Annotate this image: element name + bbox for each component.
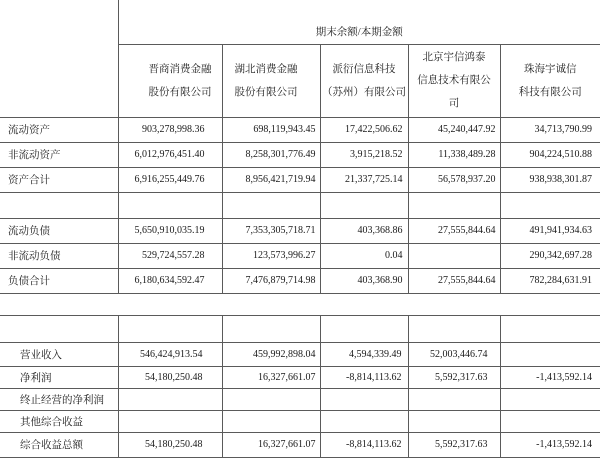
value-cell: 459,992,898.04 [222,342,320,366]
table-row [0,218,600,243]
value-cell: 938,938,301.87 [500,167,600,192]
header-corner-cell [0,0,118,117]
empty-cell [408,315,500,342]
empty-cell [500,315,600,342]
value-cell: 904,224,510.88 [500,142,600,167]
value-cell: -1,413,592.14 [500,366,600,388]
value-cell: 6,180,634,592.47 [118,268,222,293]
value-cell [500,342,600,366]
value-cell [320,410,408,432]
company-name-line: 北京宇信鸿泰 [422,52,486,63]
value-cell: 11,338,489.28 [408,142,500,167]
table-row [0,142,600,167]
value-cell: 903,278,998.36 [118,117,222,142]
row-label: 终止经营的净利润 [0,388,118,410]
value-cell: 403,368.86 [320,218,408,243]
table-row [0,167,600,192]
company-name-line: 司 [448,98,460,109]
table-row [0,432,600,457]
value-cell: -1,413,592.14 [500,432,600,457]
row-label: 综合收益总额 [0,432,118,457]
spacer-row [0,315,600,342]
value-cell: 5,650,910,035.19 [118,218,222,243]
value-cell: 8,258,301,776.49 [222,142,320,167]
value-cell: 7,476,879,714.98 [222,268,320,293]
value-cell: 6,012,976,451.40 [118,142,222,167]
value-cell [118,410,222,432]
value-cell: 54,180,250.48 [118,366,222,388]
group-header-row [0,0,600,44]
company-name-line: 湖北消费金融 [234,63,298,75]
value-cell: 546,424,913.54 [118,342,222,366]
row-label: 负债合计 [0,268,118,293]
value-cell: 290,342,697.28 [500,243,600,268]
value-cell: 34,713,790.99 [500,117,600,142]
value-cell: 529,724,557.28 [118,243,222,268]
row-label: 营业收入 [0,342,118,366]
value-cell: 7,353,305,718.71 [222,218,320,243]
value-cell: 17,422,506.62 [320,117,408,142]
value-cell [222,410,320,432]
value-cell: 782,284,631.91 [500,268,600,293]
company-name-line: 股份有限公司 [148,86,212,98]
table-row [0,342,600,366]
company-name-line: 晋商消费金融 [148,63,212,75]
table-row [0,268,600,293]
company-name-line: 珠海宇诚信 [524,63,577,75]
empty-cell [222,192,320,218]
value-cell: 8,956,421,719.94 [222,167,320,192]
value-cell: 52,003,446.74 [408,342,500,366]
company-name-line: 科技有限公司 [518,86,582,98]
value-cell: 0.04 [320,243,408,268]
empty-cell [408,192,500,218]
value-cell: 21,337,725.14 [320,167,408,192]
value-cell: 491,941,934.63 [500,218,600,243]
row-label: 资产合计 [0,167,118,192]
company-name-line: 股份有限公司 [234,86,298,98]
value-cell: 5,592,317.63 [408,432,500,457]
company-name-line: （苏州）有限公司 [322,86,406,98]
table-row [0,366,600,388]
empty-cell [222,315,320,342]
table-row [0,388,600,410]
row-label: 非流动资产 [0,142,118,167]
empty-cell [320,315,408,342]
row-label: 流动资产 [0,117,118,142]
value-cell [408,243,500,268]
value-cell: 4,594,339.49 [320,342,408,366]
value-cell: 27,555,844.64 [408,268,500,293]
value-cell [408,410,500,432]
value-cell [320,388,408,410]
value-cell: 45,240,447.92 [408,117,500,142]
row-label: 其他综合收益 [0,410,118,432]
row-label: 流动负债 [0,218,118,243]
value-cell: 6,916,255,449.76 [118,167,222,192]
company-header [500,44,600,117]
value-cell: -8,814,113.62 [320,366,408,388]
value-cell: 123,573,996.27 [222,243,320,268]
empty-cell [0,192,118,218]
company-name-line: 派衍信息科技 [332,63,396,75]
value-cell: 698,119,943.45 [222,117,320,142]
empty-cell [118,192,222,218]
table-row [0,410,600,432]
value-cell: 56,578,937.20 [408,167,500,192]
empty-cell [500,192,600,218]
value-cell [500,410,600,432]
value-cell: 27,555,844.64 [408,218,500,243]
empty-cell [118,315,222,342]
value-cell [118,388,222,410]
group-header: 期末余额/本期金额 [118,0,600,44]
row-label: 非流动负债 [0,243,118,268]
value-cell: 403,368.90 [320,268,408,293]
value-cell [222,388,320,410]
table-row [0,117,600,142]
company-header [408,44,500,117]
value-cell: 54,180,250.48 [118,432,222,457]
company-header [320,44,408,117]
income-statement-table [0,315,600,458]
value-cell [500,388,600,410]
value-cell: 5,592,317.63 [408,366,500,388]
empty-cell [320,192,408,218]
empty-cell [0,315,118,342]
table-row [0,243,600,268]
company-header [118,44,222,117]
row-label: 净利润 [0,366,118,388]
company-name-line: 信息技术有限公 [417,75,491,86]
company-header [222,44,320,117]
spacer-row [0,192,600,218]
value-cell: -8,814,113.62 [320,432,408,457]
value-cell: 16,327,661.07 [222,366,320,388]
value-cell: 16,327,661.07 [222,432,320,457]
value-cell [408,388,500,410]
value-cell: 3,915,218.52 [320,142,408,167]
